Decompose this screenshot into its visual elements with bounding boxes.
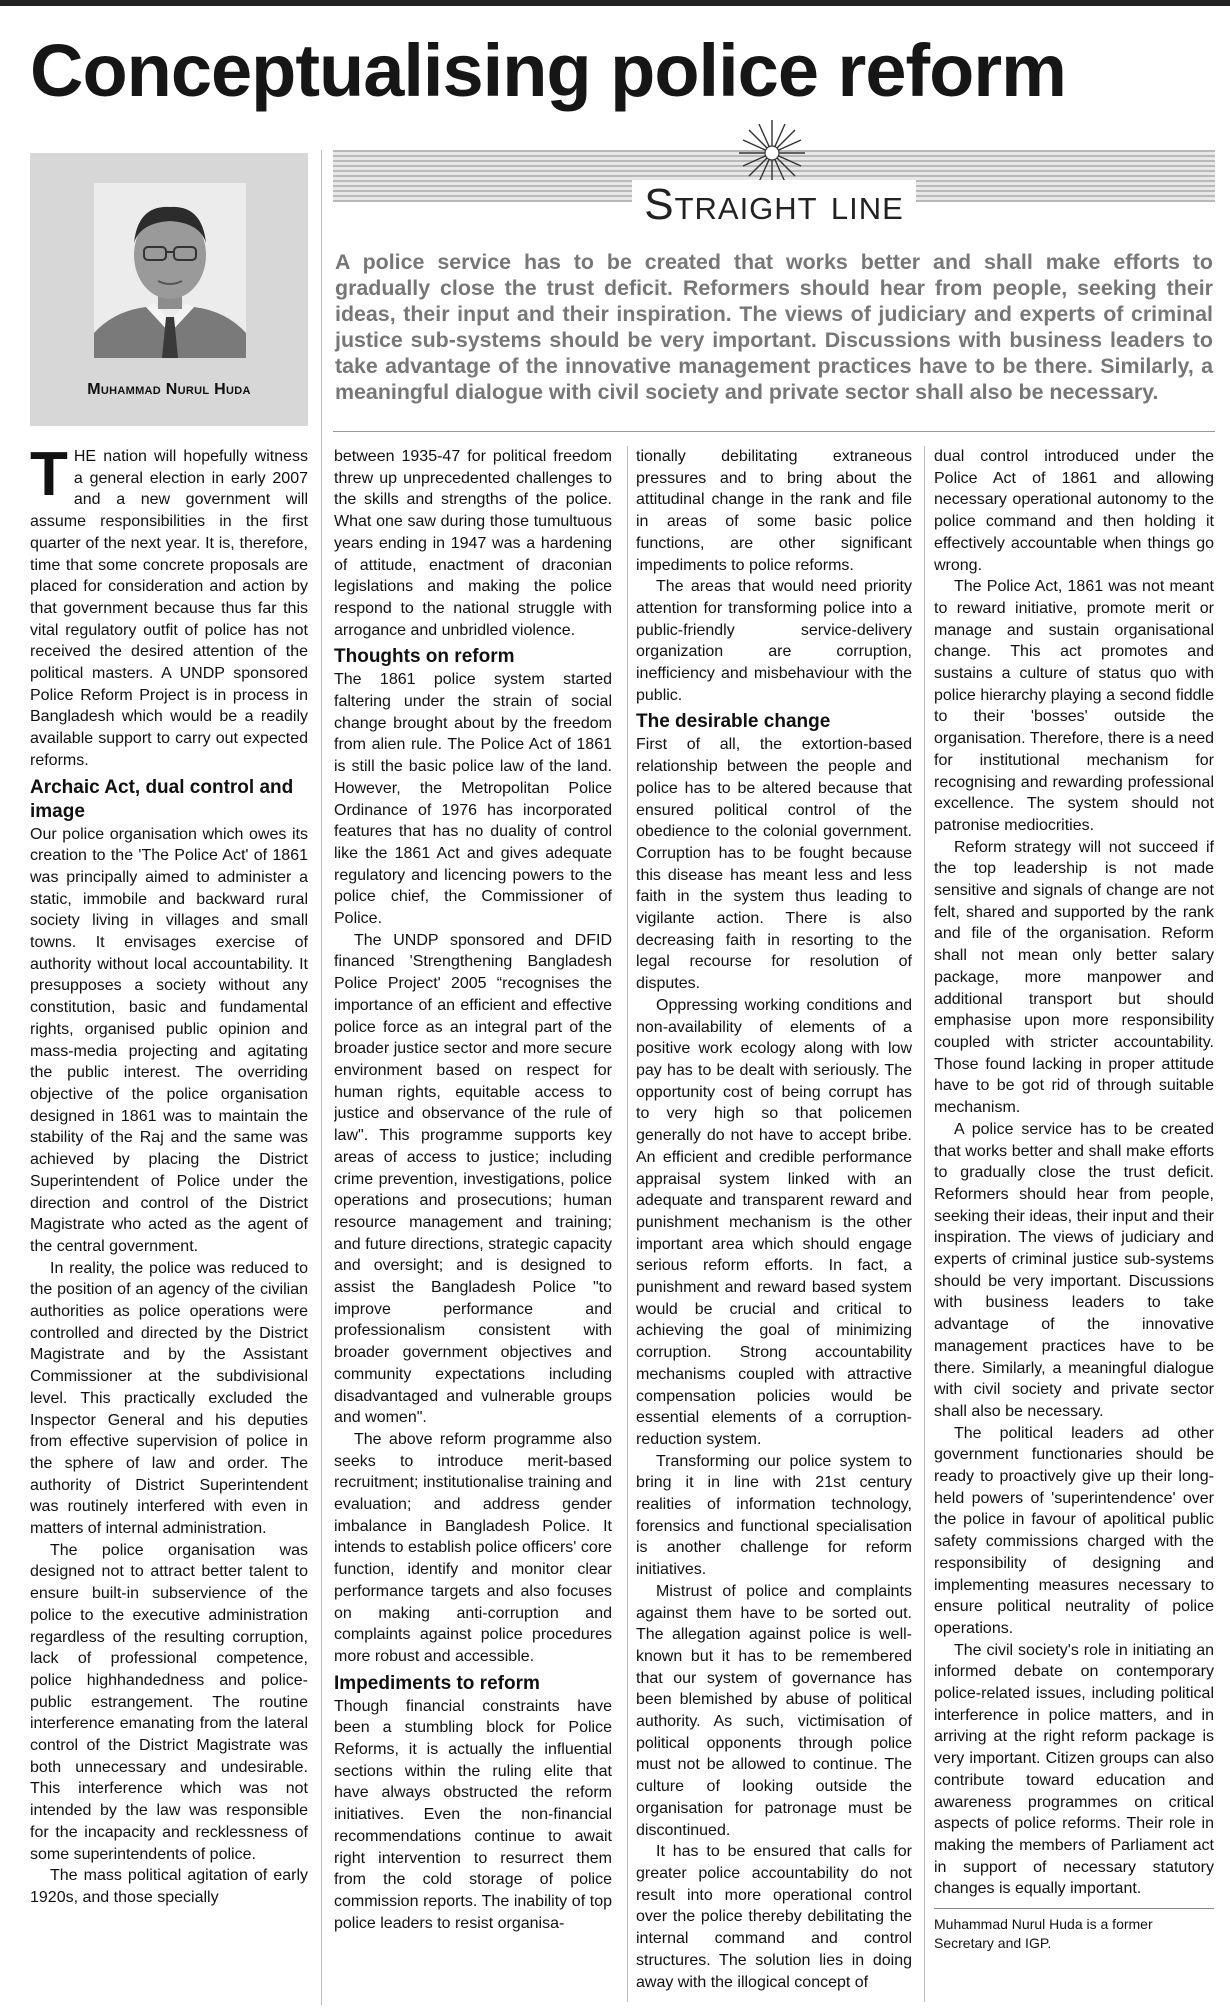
article-column-2 — [334, 446, 612, 2002]
paragraph: Our police organisation which owes its creation to the 'The Police Act' of 1861 was principally aimed to administer a static, immobile and backward rural society living in villages and small towns. It envisages exercise of authority without local accountability. It presupposes a society without any constitution, basic and fundamental rights, organised public opinion and mass-media projecting and agitating the public interest. The overriding objective of the police organisation designed in 1861 was to maintain the stability of the Raj and the same was achieved by placing the District Superintendent of Police under the direction and control of the District Magistrate who acted as the agent of the central government. — [30, 825, 308, 1255]
paragraph: The areas that would need priority attention for transforming police into a public-friendly service-delivery organization are corruption, inefficiency and misbehaviour with the public. — [636, 578, 912, 704]
paragraph: dual control introduced under the Police Act of 1861 and allowing necessary operational autonomy to the police command and then holding it effectively accountable when things go wrong. — [934, 448, 1214, 574]
paragraph: Mistrust of police and complaints against them have to be sorted out. The allegation against police is well-known but it has to be remembered that our system of governance has been blemished by abuse of political authority. As such, victimisation of political opponents through police must not be allowed to continue. The culture of looking outside the organisation for patronage must be discontinued. — [636, 1582, 912, 1839]
section-heading: The desirable change — [636, 711, 831, 733]
paragraph: The above reform programme also seeks to introduce merit-based recruitment; institutionalise training and evaluation; and address gender imbalance in Bangladesh Police. It intends to establish police officers' core function, identify and monitor clear performance targets and also focuses on making anti-corruption and complaints against police procedures more robust and accessible. — [334, 1430, 612, 1665]
column-divider — [924, 446, 925, 2002]
section-heading: Thoughts on reform — [334, 646, 515, 668]
paragraph: In reality, the police was reduced to the position of an agency of the civilian authorities as police operations were controlled and directed by the District Magistrate and by the Assistant Commissioner at the subdivisional level. This practically excluded the Inspector General and his deputies from effective supervision of police in the sphere of law and order. The authority of District Superintendent was routinely interfered with even in matters of internal administration. — [30, 1259, 308, 1538]
author-box — [30, 153, 308, 426]
author-footnote: Muhammad Nurul Huda is a former Secretary and IGP. — [934, 1916, 1153, 1952]
paragraph: It has to be ensured that calls for greater police accountability do not result into more operational control over the police thereby debilitating the internal command and control structures. The solution lies in doing away with the illogical concept of — [636, 1843, 912, 1991]
section-heading: Archaic Act, dual control and image — [30, 776, 294, 822]
paragraph: The police organisation was designed not to attract better talent to ensure built-in subservience of the police to the executive administration regardless of the resulting corruption, lack of professional competence, police highhandedness and police-public estrangement. The routine interference emanating from the lateral control of the District Magistrate was both unnecessary and undesirable. This interference which was not intended by the law was responsible for the incapacity and recklessness of some superintendents of police. — [30, 1541, 308, 1863]
drop-cap: T — [30, 446, 68, 509]
headline: Conceptualising police reform — [30, 29, 1066, 112]
column-title-text: Straight line — [632, 180, 916, 229]
paragraph — [30, 446, 308, 772]
footnote-divider — [934, 1908, 1214, 1909]
paragraph: between 1935-47 for political freedom threw up unprecedented challenges to the skills and strengths of the police. What one saw during those tumultuous years ending in 1947 was a hardening of attitude, enactment of draconian legislations and making the police respond to the national struggle with arrogance and unbridled violence. — [334, 448, 612, 639]
lead-paragraph: A police service has to be created that works better and shall make efforts to gradually close the trust deficit. Reformers should hear from people, seeking their ideas, their input and their inspiration. The views of judiciary and experts of criminal justice sub-systems should be very important. Discussions with business leaders to take advantage of the innovative management practices have to be there. Similarly, a meaningful dialogue with civil society and private sector shall also be necessary. — [335, 250, 1213, 404]
column-title — [333, 180, 1215, 230]
paragraph: The UNDP sponsored and DFID financed 'Strengthening Bangladesh Police Project' 2005 “recognises the importance of an efficient and effective police force as an integral part of the broader justice sector and more secure environment based on respect for human rights, equitable access to justice and observance of the rule of law". This programme supports key areas of access to justice; including crime prevention, investigations, police operations and prosecutions; human resource management and training; and future directions, strategic capacity and oversight; and is designed to assist the Bangladesh Police "to improve performance and professionalism consistent with broader government objectives and community expectations including disadvantaged and vulnerable groups and women". — [334, 931, 612, 1427]
starburst-icon — [737, 118, 807, 188]
paragraph: A police service has to be created that works better and shall make efforts to gradually close the trust deficit. Reformers should hear from people, seeking their ideas, their input and their inspiration. The views of judiciary and experts of criminal justice sub-systems should be very important. Discussions with business leaders to take advantage of the innovative management practices have to be there. Similarly, a meaningful dialogue with civil society and private sector shall also be necessary. — [934, 1120, 1214, 1420]
top-rule — [0, 0, 1230, 6]
paragraph: Transforming our police system to bring it in line with 21st century realities of information technology, forensics and functional specialisation is another challenge for reform initiatives. — [636, 1452, 912, 1579]
paragraph: The civil society's role in initiating an informed debate on contemporary police-related issues, including political interference in police matters, and in arriving at the right reform package is very important. Citizen groups can also contribute toward education and awareness programmes on critical aspects of police reforms. Their role in making the members of Parliament act in support of necessary statutory changes is equally important. — [934, 1641, 1214, 1898]
article-column-1 — [30, 446, 308, 2002]
author-photo — [94, 183, 246, 358]
article-column-4 — [934, 446, 1214, 2002]
column-divider — [627, 446, 628, 2002]
byline: Muhammad Nurul Huda — [87, 381, 251, 398]
paragraph: The mass political agitation of early 1920s, and those specially — [30, 1867, 308, 1906]
paragraph: Reform strategy will not succeed if the top leadership is not made sensitive and signals of change are not felt, shared and supported by the rank and file of the organisation. Reform shall not mean only better salary package, more manpower and additional transport but should emphasise upon more responsibility coupled with stricter accountability. Those found lacking in proper attitude have to be got rid of through suitable mechanism. — [934, 838, 1214, 1117]
paragraph: Though financial constraints have been a stumbling block for Police Reforms, it is actually the influential sections within the ruling elite that have always obstructed the reform initiatives. Even the non-financial recommendations continue to await right intervention to resurrect them from the cold storage of police commission reports. The inability of top police leaders to resist organisa- — [334, 1697, 612, 1932]
paragraph: The political leaders ad other government functionaries should be ready to proactively give up their long-held powers of 'superintendence' over the police in favour of apolitical public safety commissions charged with the responsibility of designing and implementing measures necessary to ensure political neutrality of police operations. — [934, 1424, 1214, 1637]
paragraph: The 1861 police system started faltering under the strain of social change brought about by the freedom from alien rule. The Police Act of 1861 is still the basic police law of the land. However, the Metropolitan Police Ordinance of 1976 has incorporated features that has no duality of control like the 1861 Act and gives adequate regulatory and licencing powers to the police chief, the Commissioner of Police. — [334, 671, 612, 928]
paragraph: tionally debilitating extraneous pressures and to bring about the attitudinal change in the rank and file in areas of some basic police functions, are other significant impediments to police reforms. — [636, 448, 912, 574]
section-heading: Impediments to reform — [334, 1672, 540, 1694]
paragraph: First of all, the extortion-based relationship between the people and police has to be altered because that ensured political control of the obedience to the colonial government. Corruption has to be fought because this disease has meant less and less faith in the system thus leading to vigilante action. There is also decreasing faith in resorting to the legal recourse for resolution of disputes. — [636, 736, 912, 993]
article-column-3 — [636, 446, 912, 2002]
paragraph: Oppressing working conditions and non-availability of elements of a positive work ecology along with low pay has to be dealt with seriously. The opportunity cost of being corrupt has to very high so that policemen generally do not have to accept bribe. An efficient and credible performance appraisal system linked with an adequate and transparent reward and punishment mechanism is the other important area which should engage serious reform efforts. In fact, a punishment and reward based system would be crucial and critical to achieving the goal of minimizing corruption. Strong accountability mechanisms coupled with attractive compensation policies would be essential elements of a corruption-reduction system. — [636, 996, 912, 1448]
lead-divider — [333, 431, 1215, 432]
paragraph-text: HE nation will hopefully witness a general election in early 2007 and a new government will assume responsibilities in the first quarter of the next year. It is, therefore, time that some concrete proposals are placed for consideration and action by that government because thus far this vital regulatory outfit of police has not received the desired attention of the political masters. A UNDP sponsored Police Reform Project is in process in Bangladesh which would be a readily available support to carry out expected reforms. — [30, 448, 308, 769]
column-divider — [321, 150, 322, 2005]
paragraph: The Police Act, 1861 was not meant to reward initiative, promote merit or manage and sustain organisational change. This act promotes and sustains a culture of status quo with police hierarchy playing a second fiddle to their 'bosses' outside the organisation. Therefore, there is a need for institutional mechanism for recognising and rewarding professional excellence. The system should not patronise mediocrities. — [934, 578, 1214, 834]
